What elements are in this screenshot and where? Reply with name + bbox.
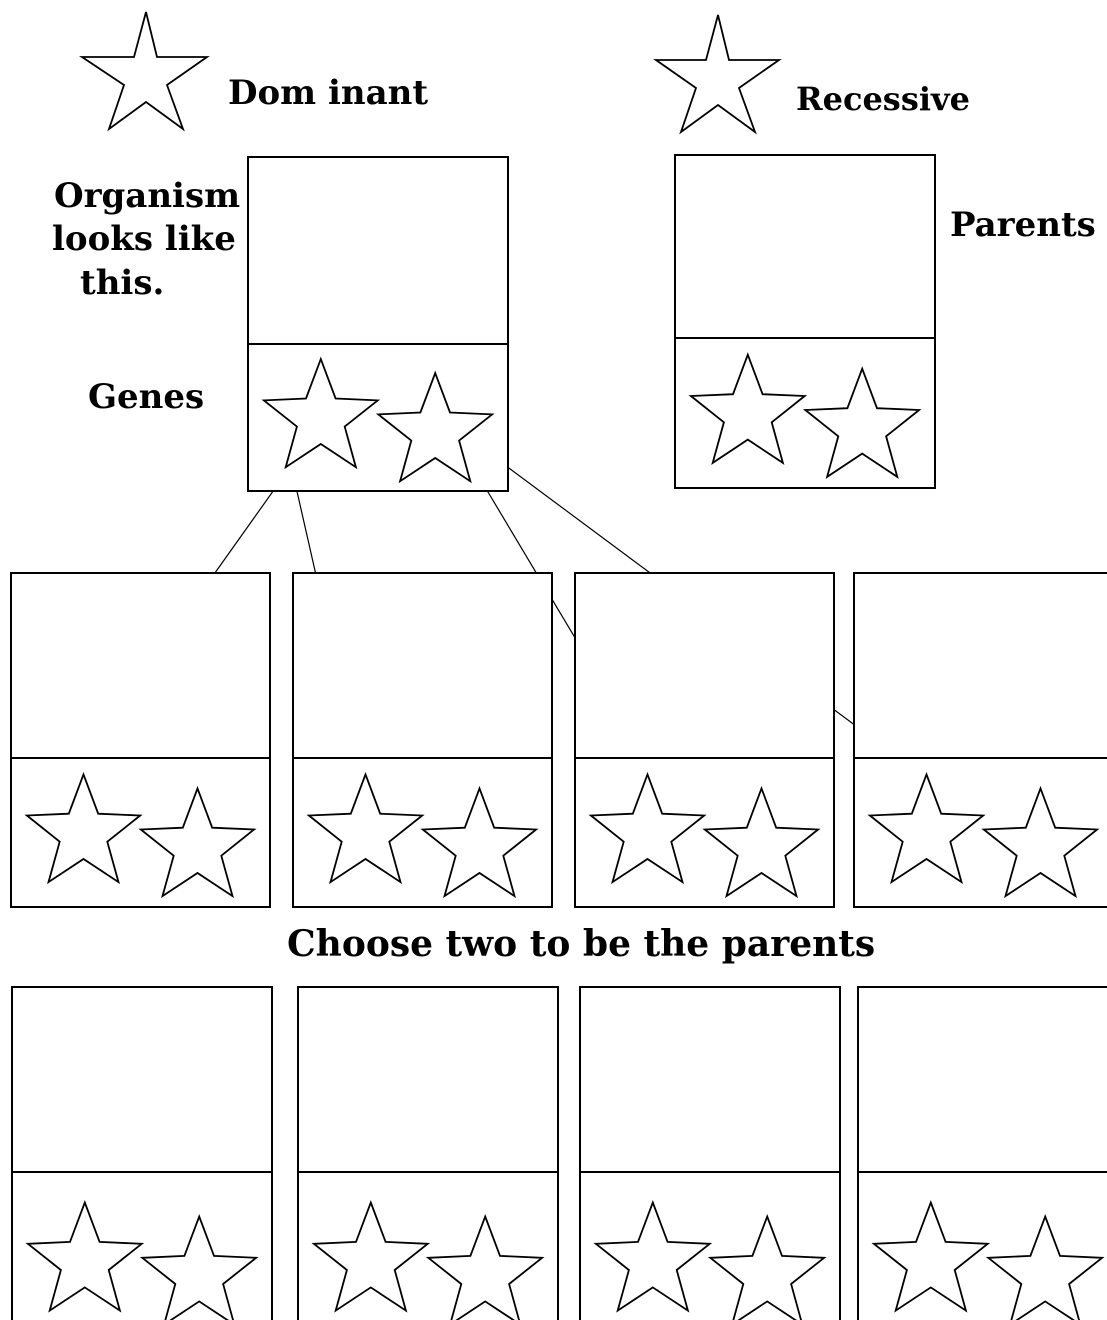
legend-recessive	[656, 15, 970, 132]
legend-dominant	[82, 12, 428, 129]
candidate-card-4	[854, 573, 1107, 907]
offspring-card-3	[580, 987, 840, 1320]
organism-label-line3: this.	[80, 263, 165, 303]
candidate-card-3	[575, 573, 834, 907]
organism-appearance-box	[11, 573, 270, 907]
organism-appearance-box	[675, 155, 935, 488]
organism-appearance-box	[575, 573, 834, 907]
offspring-card-2	[298, 987, 558, 1320]
organism-appearance-box	[854, 573, 1107, 907]
candidate-card-2	[293, 573, 552, 907]
parents-card	[675, 155, 935, 488]
candidate-card-1	[11, 573, 270, 907]
dominant-label: Dom inant	[228, 73, 429, 113]
organism-appearance-box	[293, 573, 552, 907]
recessive-label: Recessive	[796, 80, 970, 118]
organism-card	[248, 157, 508, 491]
organism-label-line1: Organism	[54, 176, 241, 216]
choose-parents-label: Choose two to be the parents	[287, 923, 876, 965]
recessive-star-icon	[656, 15, 779, 132]
organism-cards	[11, 155, 1107, 1320]
dominant-star-icon	[82, 12, 207, 129]
genes-label: Genes	[88, 377, 205, 417]
offspring-card-1	[12, 987, 272, 1320]
organism-appearance-box	[248, 157, 508, 491]
parents-label: Parents	[950, 205, 1096, 245]
organism-label-line2: looks like	[52, 219, 236, 259]
offspring-card-4	[858, 987, 1107, 1320]
